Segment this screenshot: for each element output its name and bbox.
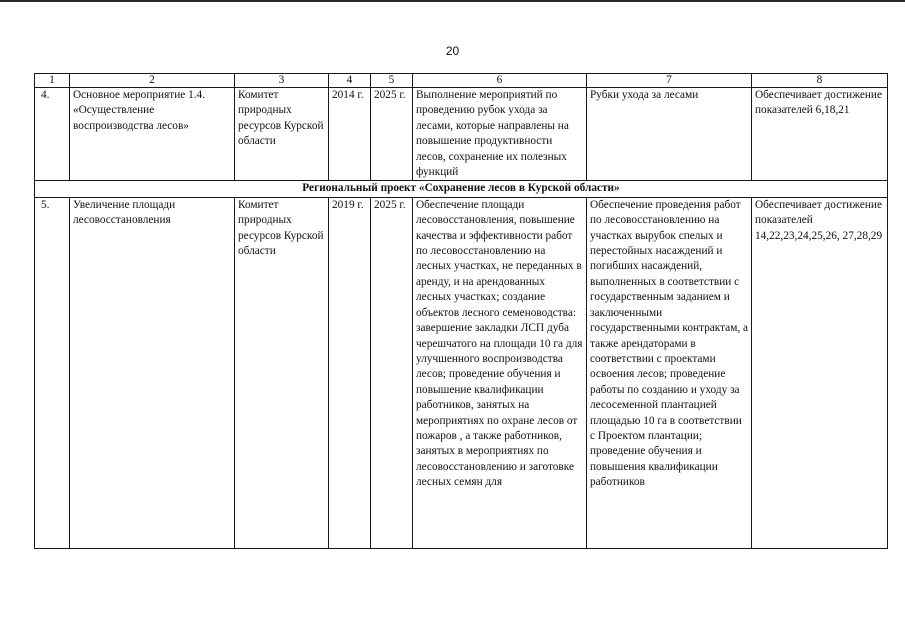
table-row bbox=[35, 197, 888, 548]
start-year: 2019 г. bbox=[329, 197, 371, 548]
top-border-line bbox=[0, 0, 905, 2]
column-number: 8 bbox=[752, 74, 888, 88]
end-year: 2025 г. bbox=[371, 88, 413, 181]
column-number: 1 bbox=[35, 74, 70, 88]
column-number: 3 bbox=[235, 74, 329, 88]
column-number: 7 bbox=[587, 74, 752, 88]
column-number: 5 bbox=[371, 74, 413, 88]
column-number: 6 bbox=[413, 74, 587, 88]
column-number: 4 bbox=[329, 74, 371, 88]
section-title: Региональный проект «Сохранение лесов в Курской области» bbox=[35, 181, 888, 197]
main-activities: Обеспечение проведения работ по лесовосстановлению на участках вырубок спелых и перестойных насаждений и погибших насаждений, выполненных в соответствии с государственным заданием и заключенными государственными контрактам, а также арендаторами в соответствии с проектами освоения лесов; проведение работы по созданию и уходу за лесосеменной плантацией площадью 10 га в соответствии с Проектом плантации; проведение обучения и повышения квалификации работников bbox=[590, 198, 748, 489]
page-number: 20 bbox=[445, 44, 460, 58]
start-year: 2014 г. bbox=[329, 88, 371, 181]
expected-result-cell bbox=[413, 197, 587, 548]
end-year: 2025 г. bbox=[371, 197, 413, 548]
column-number: 2 bbox=[70, 74, 235, 88]
indicator-link: Обеспечивает достижение показателей 14,22,23,24,25,26, 27,28,29 bbox=[752, 197, 888, 548]
measures-table bbox=[34, 73, 888, 549]
table-row bbox=[35, 88, 888, 181]
executor: Комитет природных ресурсов Курской области bbox=[235, 88, 329, 181]
expected-result: Выполнение мероприятий по проведению рубок ухода за лесами, которые направлены на повышение продуктивности лесов, сохранение их полезных функций bbox=[413, 88, 587, 181]
main-activities: Рубки ухода за лесами bbox=[587, 88, 752, 181]
measure-name: Увеличение площади лесовосстановления bbox=[70, 197, 235, 548]
section-row bbox=[35, 181, 888, 197]
row-number: 4. bbox=[35, 88, 70, 181]
executor: Комитет природных ресурсов Курской области bbox=[235, 197, 329, 548]
measure-name: Основное мероприятие 1.4. «Осуществление воспроизводства лесов» bbox=[70, 88, 235, 181]
main-activities-cell bbox=[587, 197, 752, 548]
indicator-link: Обеспечивает достижение показателей 6,18,21 bbox=[752, 88, 888, 181]
expected-result: Обеспечение площади лесовосстановления, повышение качества и эффективности работ по лесовосстановлению на лесных участках, не переданных в аренду, и на арендованных лесных участках; создание объектов лесного семеноводства: завершение закладки ЛСП дуба черешчатого на площади 10 га для улучшенного воспроизводства лесов; проведение обучения и повышение квалификации работников, занятых на мероприятиях по охране лесов от пожаров , а также работников, занятых в мероприятиях по лесовосстановлению и заготовке лесных семян для bbox=[416, 198, 583, 489]
column-number-row bbox=[35, 74, 888, 88]
row-number: 5. bbox=[35, 197, 70, 548]
